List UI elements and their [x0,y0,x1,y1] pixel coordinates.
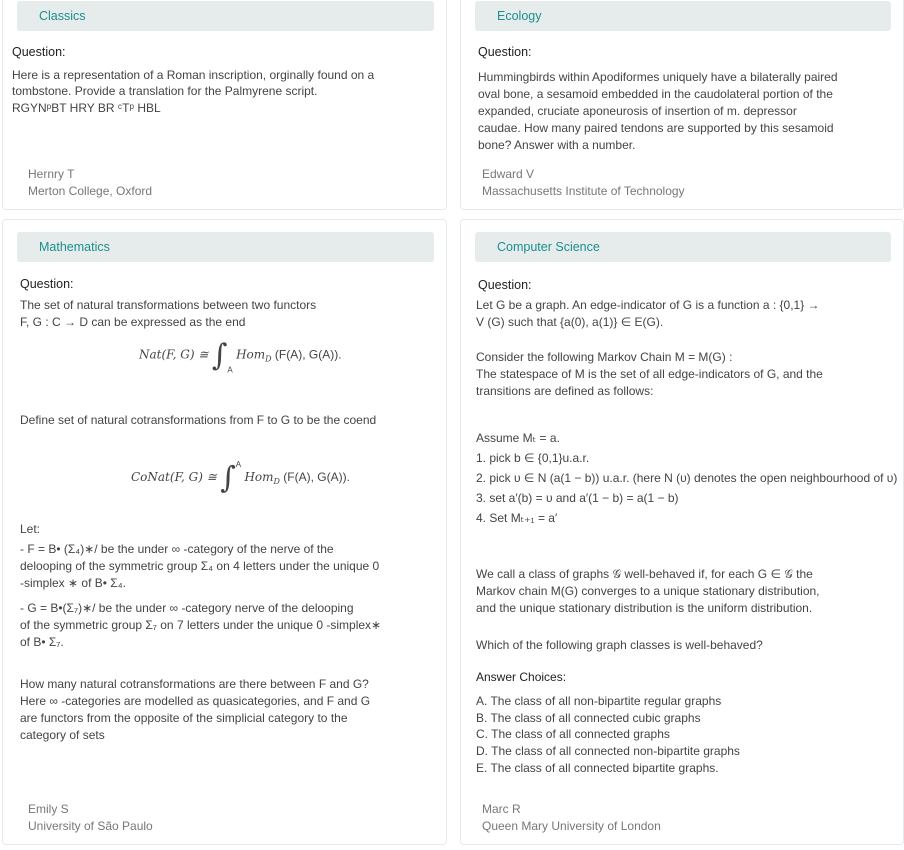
card-classics [2,0,447,210]
well-behaved-line: Markov chain M(G) converges to a unique stationary distribution, [476,584,820,598]
formula-lhs: CoNat(F, G) ≅ [131,470,217,484]
question-text-line: bone? Answer with a number. [478,138,636,152]
question-text-line: are functors from the opposite of the simplicial category to the [20,711,348,725]
markov-chain-line: transitions are defined as follows: [476,384,654,398]
author-name: Edward V [482,167,535,181]
definition-line: of B• Σ₇. [20,635,64,649]
markov-chain-line: The statespace of M is the set of all edge-indicators of G, and the [476,367,823,381]
hom-arguments: (F(A), G(A)). [279,470,350,484]
subject-chip-ecology: Ecology [475,1,891,31]
question-text-line: category of sets [20,728,105,742]
integral-sign: ∫ [211,338,228,373]
transition-step: 4. Set Mₜ₊₁ = a′ [476,511,558,525]
definition-line: delooping of the symmetric group Σ₄ on 4 letters under the unique 0 [20,559,380,573]
transition-step: 2. pick υ ∈ N (a(1 − b)) u.a.r. (here N (υ) denotes the open neighbourhood of υ) [476,471,898,485]
definition-line: of the symmetric group Σ₇ on 7 letters under the unique 0 -simplex∗ [20,618,382,632]
markov-chain-line: Consider the following Markov Chain M = M(G) : [476,350,733,364]
question-text-line: V (G) such that {a(0), a(1)} ∈ E(G). [476,315,664,329]
author-affiliation: University of São Paulo [28,819,153,833]
author-affiliation: Massachusetts Institute of Technology [482,184,685,198]
integral-upper-bound: A [235,460,242,469]
well-behaved-line: We call a class of graphs 𝒢 well-behaved if, for each G ∈ 𝒢 the [476,567,813,581]
answer-choice: B. The class of all connected cubic graphs [476,711,701,725]
question-text-line: oval bone, a sesamoid embedded in the caudolateral portion of the [478,87,833,101]
card-computer-science [460,219,904,845]
question-text-line: How many natural cotransformations are there between F and G? [20,677,369,691]
subject-chip-mathematics: Mathematics [17,232,434,262]
hom-subscript: D [273,477,280,486]
hom-symbol: Hom [236,347,266,362]
question-text-line: tombstone. Provide a translation for the Palmyrene script. [12,84,318,98]
question-label: Question: [478,278,532,292]
card-mathematics [2,219,447,845]
author-name: Hernry T [28,167,75,181]
answer-choice: D. The class of all connected non-bipartite graphs [476,744,740,758]
question-text-line: F, G : C → D can be expressed as the end [20,315,246,329]
subject-chip-computer-science: Computer Science [475,232,891,262]
answer-choice: E. The class of all connected bipartite graphs. [476,761,719,775]
question-label: Question: [20,277,74,291]
integral-lower-bound: A [227,365,233,375]
well-behaved-line: and the unique stationary distribution is the uniform distribution. [476,601,813,615]
integral-sign: ∫ [220,460,236,496]
question-text-line: Hummingbirds within Apodiformes uniquely have a bilaterally paired [478,70,838,84]
hom-subscript: D [265,354,272,364]
transition-step: Assume Mₜ = a. [476,431,560,445]
author-affiliation: Queen Mary University of London [482,819,661,833]
question-label: Question: [12,45,66,59]
definition-line: -simplex ∗ of B• Σ₄. [20,576,126,590]
author-name: Marc R [482,802,521,816]
question-text-line: Let G be a graph. An edge-indicator of G is a function a : {0,1} → [476,298,820,312]
transition-step: 1. pick b ∈ {0,1}u.a.r. [476,451,590,465]
let-label: Let: [20,522,41,536]
question-text-line: The set of natural transformations between two functors [20,298,317,312]
coend-formula [131,460,350,495]
card-ecology [460,0,904,210]
definition-line: - F = B• (Σ₄)∗/ be the under ∞ -category of the nerve of the [20,542,334,556]
define-coend-line: Define set of natural cotransformations from F to G to be the coend [20,413,377,427]
formula-lhs: Nat(F, G) ≅ [139,347,209,362]
question-label: Question: [478,45,532,59]
question-line: Which of the following graph classes is well-behaved? [476,638,763,652]
definition-line: - G = B•(Σ₇)∗/ be the under ∞ -category nerve of the delooping [20,601,354,615]
answer-choice: C. The class of all connected graphs [476,727,670,741]
author-name: Emily S [28,802,69,816]
transition-step: 3. set a′(b) = υ and a′(1 − b) = a(1 − b) [476,491,679,505]
end-formula [139,338,342,375]
hom-arguments: (F(A), G(A)). [271,347,342,362]
question-text-line: RGYNᵖBT HRY BR ᶜTᵖ HBL [12,101,161,115]
question-text-line: expanded, cruciate aponeurosis of insertion of m. depressor [478,104,797,118]
answer-choices-label: Answer Choices: [476,670,567,684]
question-text-line: Here ∞ -categories are modelled as quasicategories, and F and G [20,694,371,708]
question-text-line: Here is a representation of a Roman inscription, orginally found on a [12,68,375,82]
author-affiliation: Merton College, Oxford [28,184,153,198]
answer-choice: A. The class of all non-bipartite regular graphs [476,694,722,708]
subject-chip-classics: Classics [17,1,434,31]
question-text-line: caudae. How many paired tendons are supported by this sesamoid [478,121,834,135]
hom-symbol: Hom [244,470,274,484]
